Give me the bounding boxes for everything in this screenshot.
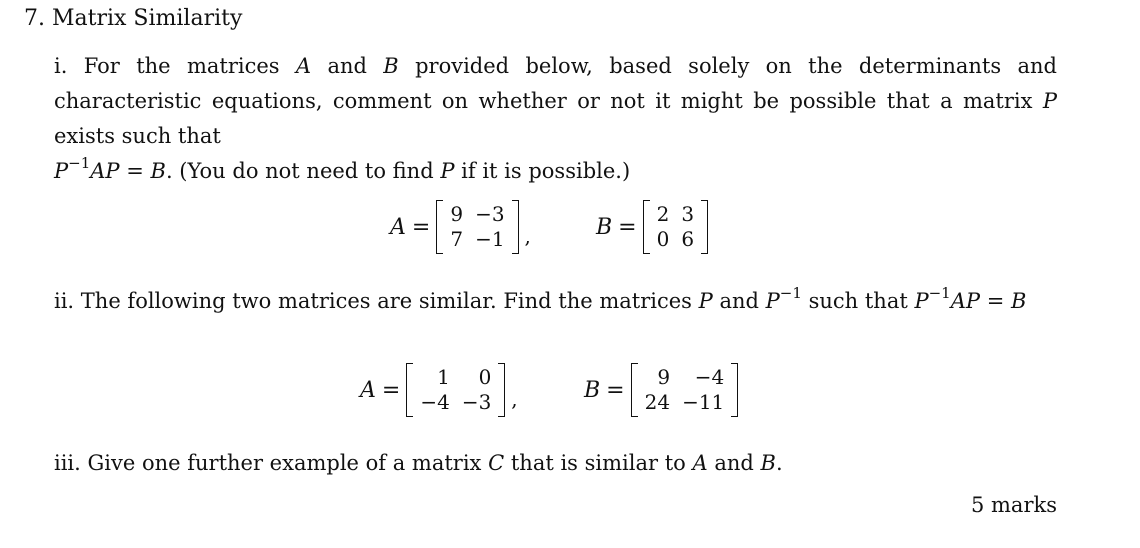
matrix-a-part-ii: 1 0 −4 −3 bbox=[406, 363, 505, 417]
part-iii-text: iii. Give one further example of a matrix C that is similar to A and B. bbox=[54, 451, 783, 475]
part-i-matrix-b-equation: B = 2 3 0 6 bbox=[596, 200, 708, 254]
question-title: 7. Matrix Similarity bbox=[24, 6, 243, 31]
part-ii-text: ii. The following two matrices are similar. Find the matrices P and $P^{-1}$ such that $P^{-1}AP = B$ bbox=[54, 284, 1027, 313]
part-i-matrix-a-equation: A = 9 −3 7 −1 , bbox=[390, 200, 531, 254]
matrix-b-part-i: 2 3 0 6 bbox=[643, 200, 708, 254]
matrix-b-part-ii: 9 −4 24 −11 bbox=[631, 363, 739, 417]
part-ii-matrix-a-equation: A = 1 0 −4 −3 , bbox=[360, 363, 518, 417]
part-i-text: i. For the matrices A and B provided below, based solely on the determinants and characteristic equations, comment on whether or not it might be possible that a matrix P exists such that $P^{-1}AP = B$. (You do not need to find P if it is possible.) bbox=[54, 54, 1057, 183]
matrix-a-part-i: 9 −3 7 −1 bbox=[436, 200, 518, 254]
part-ii-matrix-b-equation: B = 9 −4 24 −11 bbox=[584, 363, 738, 417]
marks-label: 5 marks bbox=[970, 493, 1057, 517]
